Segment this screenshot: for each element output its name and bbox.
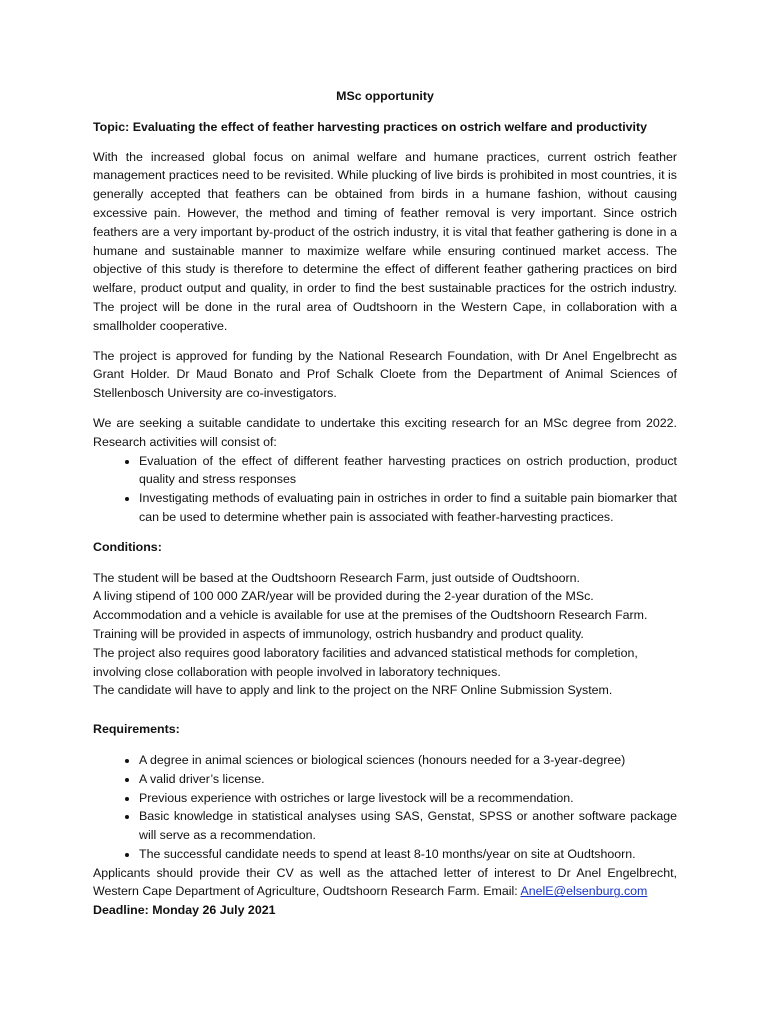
page-title: MSc opportunity [336, 89, 434, 103]
email-link[interactable]: AnelE@elsenburg.com [520, 884, 648, 899]
list-item: • Basic knowledge in statistical analyses using SAS, Genstat, SPSS or another software package will serve as a recommendation. [139, 807, 677, 845]
seeking-paragraph: We are seeking a suitable candidate to undertake this exciting research for an MSc degree from 2022. Research activities will consist of: [93, 415, 677, 449]
intro-paragraph: With the increased global focus on animal welfare and humane practices, current ostrich feather management practices need to be revisited. While plucking of live birds is prohibited in most countries, it is generally accepted that feathers can be obtained from birds in a humane fashion, without causing excessive pain. However, the method and timing of feather removal is very important. Since ostrich feathers are a very important by-product of the ostrich industry, it is vital that feather gathering is done in a humane and sustainable manner to maximize welfare while ensuring continued market access. The objective of this study is therefore to determine the effect of different feather gathering practices on bird welfare, product output and quality, in order to find the best sustainable practices for the ostrich industry. The project will be done in the rural area of Oudtshoorn in the Western Cape, in collaboration with a smallholder cooperative. [93, 149, 677, 333]
requirements-list [93, 751, 677, 864]
list-item: • A valid driver’s license. [139, 770, 677, 789]
topic-line: Topic: Evaluating the effect of feather harvesting practices on ostrich welfare and productivity [93, 119, 648, 134]
list-item: • Previous experience with ostriches or large livestock will be a recommendation. [139, 789, 677, 808]
condition-line: Accommodation and a vehicle is available for use at the premises of the Oudtshoorn Research Farm. [93, 608, 648, 623]
conditions-block [93, 569, 677, 701]
list-item: • Investigating methods of evaluating pain in ostriches in order to find a suitable pain biomarker that can be used to determine whether pain is associated with feather-harvesting practices. [139, 489, 677, 527]
condition-line: The candidate will have to apply and link to the project on the NRF Online Submission System. [93, 683, 613, 698]
apply-paragraph [93, 864, 677, 902]
list-item: • The successful candidate needs to spend at least 8-10 months/year on site at Oudtshoorn. [139, 845, 677, 864]
deadline-line: Deadline: Monday 26 July 2021 [93, 903, 276, 918]
list-item: • A degree in animal sciences or biological sciences (honours needed for a 3-year-degree) [139, 751, 677, 770]
conditions-heading: Conditions: [93, 539, 162, 554]
condition-line: The project also requires good laboratory facilities and advanced statistical methods for completion, involving close collaboration with people involved in laboratory techniques. [93, 645, 638, 679]
funding-paragraph: The project is approved for funding by the National Research Foundation, with Dr Anel Engelbrecht as Grant Holder. Dr Maud Bonato and Prof Schalk Cloete from the Department of Animal Sciences of Stellenbosch University are co-investigators. [93, 348, 677, 401]
list-item: • Evaluation of the effect of different feather harvesting practices on ostrich production, product quality and stress responses [139, 452, 677, 490]
condition-line: The student will be based at the Oudtshoorn Research Farm, just outside of Oudtshoorn. [93, 570, 580, 585]
condition-line: A living stipend of 100 000 ZAR/year will be provided during the 2-year duration of the MSc. [93, 589, 594, 604]
condition-line: Training will be provided in aspects of immunology, ostrich husbandry and product quality. [93, 626, 584, 641]
requirements-heading: Requirements: [93, 722, 180, 737]
activities-list [93, 452, 677, 527]
apply-text: Applicants should provide their CV as well as the attached letter of interest to Dr Anel Engelbrecht, Western Cape Department of Agriculture, Oudtshoorn Research Farm. Email: [93, 865, 677, 899]
